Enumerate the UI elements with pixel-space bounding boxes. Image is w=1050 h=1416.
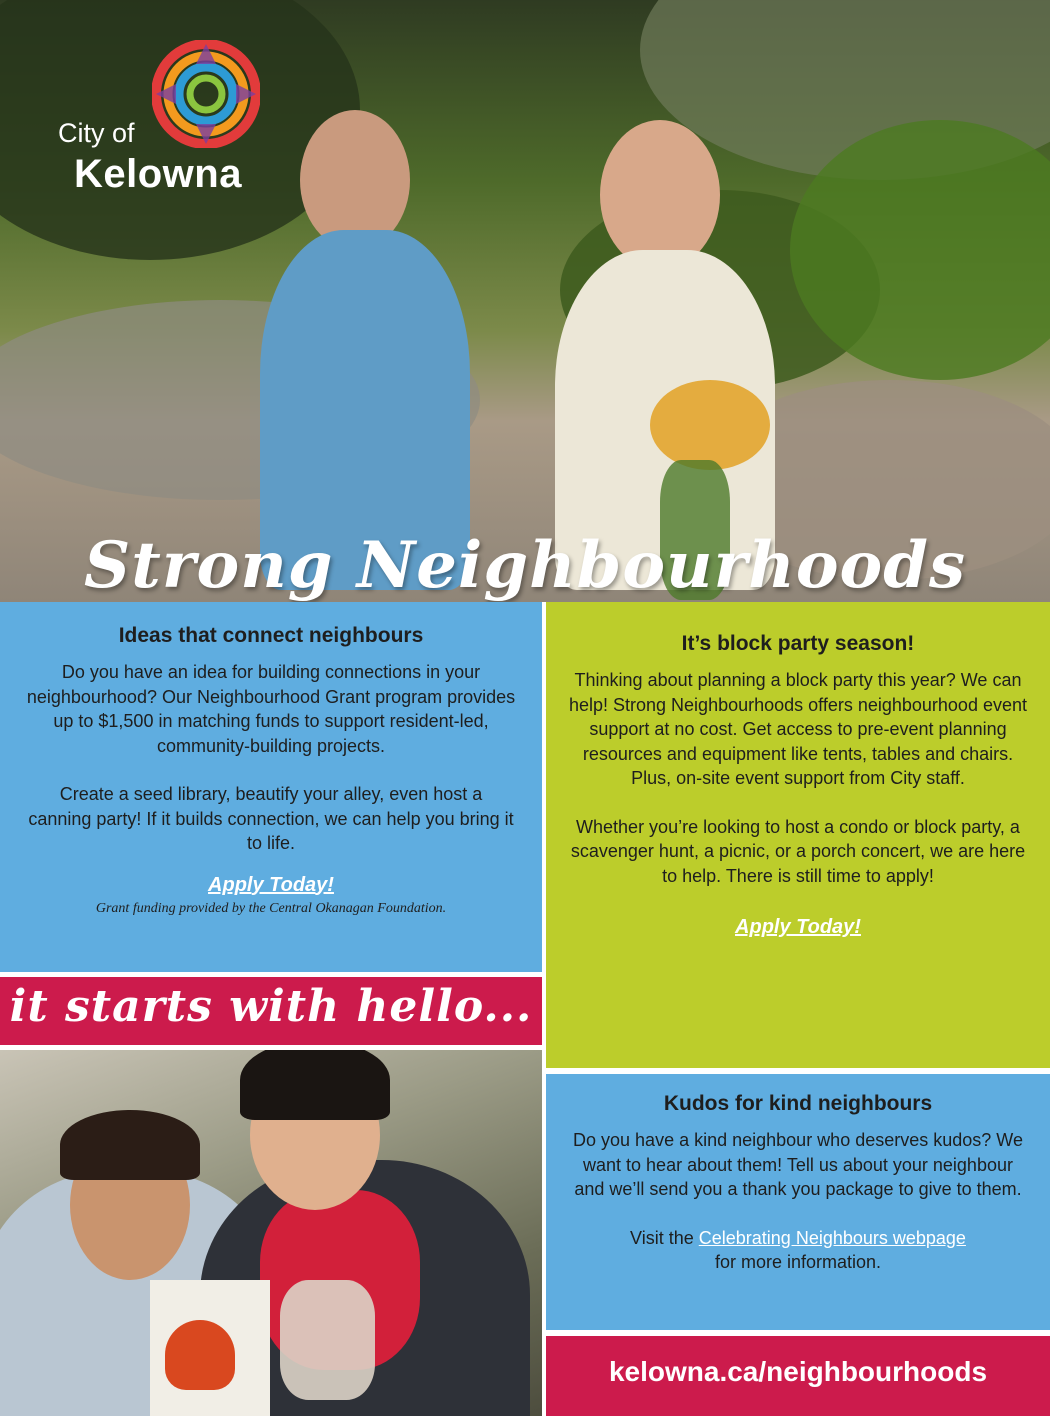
tagline-text: it starts with hello... [9, 981, 533, 1032]
ideas-panel [0, 602, 542, 972]
city-of-kelowna-logo [56, 40, 286, 210]
ideas-heading: Ideas that connect neighbours [118, 624, 424, 647]
block-party-paragraph-2: Whether you’re looking to host a condo or block party, a scavenger hunt, a picnic, or a porch concert, we are here to help. There is still time to apply! [570, 816, 1026, 886]
footer-url-link[interactable]: kelowna.ca/neighbourhoods [608, 1356, 988, 1387]
ideas-paragraph-2: Create a seed library, beautify your alley, even host a canning party! If it builds connection, we can help you bring it to life. [28, 784, 514, 853]
kudos-paragraph-1: Do you have a kind neighbour who deserves kudos? We want to hear about them! Tell us about your neighbour and we’ll send you a thank you package to give to them. [573, 1130, 1023, 1199]
logo-city-of: City of [58, 118, 135, 148]
kudos-visit-prefix: Visit the [630, 1227, 699, 1248]
block-party-heading: It’s block party season! [681, 632, 915, 655]
ideas-paragraph-1: Do you have an idea for building connections in your neighbourhood? Our Neighbourhood Grant program provides up to $1,500 in matching funds to support resident-led, community-building projects. [26, 662, 516, 756]
kudos-visit-suffix: for more information. [714, 1252, 882, 1272]
footer-url-banner [546, 1336, 1050, 1416]
kudos-visit-line [570, 1226, 1026, 1275]
logo-kelowna: Kelowna [74, 152, 242, 196]
block-party-apply-link[interactable]: Apply Today! [735, 916, 861, 938]
block-party-panel [546, 602, 1050, 1068]
tagline-banner [0, 977, 542, 1045]
hero-photo [0, 0, 1050, 602]
block-party-paragraph-1: Thinking about planning a block party this year? We can help! Strong Neighbourhoods offers neighbourhood event support at no cost. Get access to pre-event planning resources and equipment like tents, tables and chairs. Plus, on-site event support from City staff. [568, 670, 1027, 788]
kudos-panel [546, 1074, 1050, 1330]
girls-gardening-photo [0, 1050, 542, 1416]
ideas-apply-link[interactable]: Apply Today! [208, 873, 334, 896]
kudos-heading: Kudos for kind neighbours [663, 1092, 933, 1115]
celebrating-neighbours-link[interactable]: Celebrating Neighbours webpage [698, 1227, 966, 1248]
page-title: Strong Neighbourhoods [84, 528, 966, 602]
kelowna-sun-logo-icon [152, 40, 260, 148]
grant-funding-note: Grant funding provided by the Central Okanagan Foundation. [95, 900, 447, 916]
